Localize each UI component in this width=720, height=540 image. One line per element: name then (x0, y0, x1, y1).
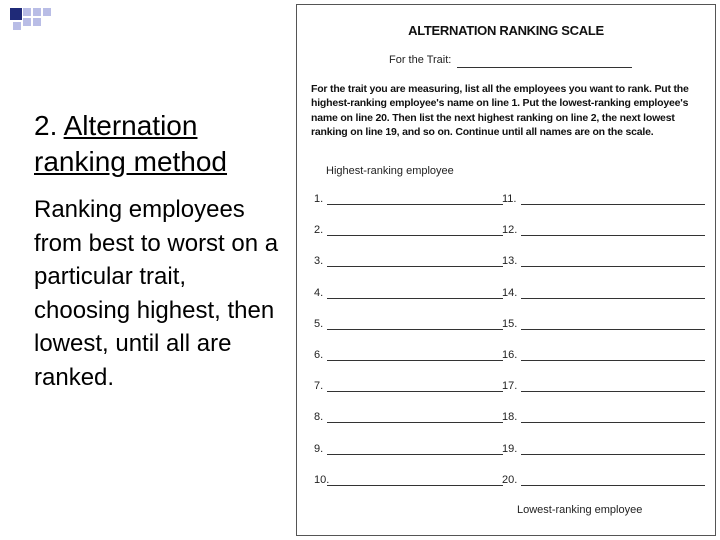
ranking-entry (314, 411, 534, 425)
ranking-entry (502, 380, 720, 394)
ranking-entry (502, 318, 720, 332)
ranking-blank-line (327, 204, 503, 205)
ranking-entry (314, 287, 534, 301)
slide-body-text: Ranking employees from best to worst on a particular trait, choosing highest, then lowest, until all are ranked. (34, 196, 279, 391)
ranking-number: 10. (314, 473, 330, 486)
form-title: ALTERNATION RANKING SCALE (408, 23, 604, 38)
ranking-blank-line (521, 391, 705, 392)
decor-square (23, 18, 31, 26)
ranking-number: 17. (502, 380, 518, 393)
ranking-blank-line (327, 235, 503, 236)
ranking-entry (502, 224, 720, 238)
ranking-number: 2. (314, 224, 324, 237)
ranking-number: 18. (502, 411, 518, 424)
ranking-entry (314, 224, 534, 238)
ranking-blank-line (521, 298, 705, 299)
ranking-number: 19. (502, 442, 518, 455)
ranking-number: 13. (502, 255, 518, 268)
ranking-entry (502, 349, 720, 363)
ranking-blank-line (521, 422, 705, 423)
decor-square (10, 8, 22, 20)
ranking-blank-line (327, 298, 503, 299)
ranking-blank-line (327, 329, 503, 330)
ranking-blank-line (521, 360, 705, 361)
trait-label: For the Trait: (389, 54, 452, 66)
decor-square (23, 8, 31, 16)
ranking-entry (502, 411, 720, 425)
ranking-entry (502, 287, 720, 301)
ranking-entry (314, 380, 534, 394)
ranking-number: 9. (314, 442, 324, 455)
trait-blank-line (457, 67, 632, 68)
ranking-blank-line (327, 360, 503, 361)
decor-square (33, 18, 41, 26)
heading-text: Alternation ranking method (34, 110, 228, 177)
ranking-number: 12. (502, 224, 518, 237)
ranking-blank-line (521, 329, 705, 330)
ranking-blank-line (521, 235, 705, 236)
ranking-blank-line (521, 204, 705, 205)
slide-heading (34, 108, 284, 180)
ranking-entry (314, 443, 534, 457)
ranking-number: 1. (314, 193, 324, 205)
decor-square (33, 8, 41, 16)
ranking-scale-form (296, 4, 716, 536)
ranking-number: 6. (314, 349, 324, 361)
ranking-entry (314, 255, 534, 269)
ranking-blank-line (521, 266, 705, 267)
form-instructions: For the trait you are measuring, list all the employees you want to rank. Put the highest-ranking employee's name on line 1. Put the lowest-ranking employee's name on line 20. Then list the next highest ranking on line 2, the next lowest ranking on line 19, and so on. Continue until all names are on the scale. (311, 83, 689, 138)
highest-ranking-label: Highest-ranking employee (326, 165, 454, 177)
ranking-number: 11. (502, 193, 517, 205)
ranking-blank-line (327, 485, 503, 486)
ranking-entry (502, 474, 720, 488)
ranking-entry (314, 349, 534, 363)
ranking-blank-line (327, 391, 503, 392)
ranking-number: 4. (314, 286, 324, 299)
decor-square (13, 22, 21, 30)
ranking-number: 8. (314, 411, 324, 424)
ranking-blank-line (521, 485, 705, 486)
heading-number: 2. (34, 110, 58, 141)
lowest-ranking-label: Lowest-ranking employee (517, 504, 643, 516)
ranking-entry (314, 474, 534, 488)
ranking-number: 20. (502, 473, 518, 486)
ranking-entry (314, 318, 534, 332)
decor-square (43, 8, 51, 16)
ranking-blank-line (521, 454, 705, 455)
ranking-entry (502, 443, 720, 457)
ranking-number: 5. (314, 317, 324, 330)
ranking-number: 7. (314, 380, 324, 393)
ranking-entry (502, 193, 720, 207)
ranking-number: 3. (314, 255, 324, 268)
ranking-number: 14. (502, 286, 518, 299)
ranking-blank-line (327, 266, 503, 267)
ranking-entry (314, 193, 534, 207)
ranking-number: 16. (502, 349, 518, 361)
ranking-number: 15. (502, 317, 518, 330)
ranking-entry (502, 255, 720, 269)
ranking-blank-line (327, 422, 503, 423)
ranking-blank-line (327, 454, 503, 455)
